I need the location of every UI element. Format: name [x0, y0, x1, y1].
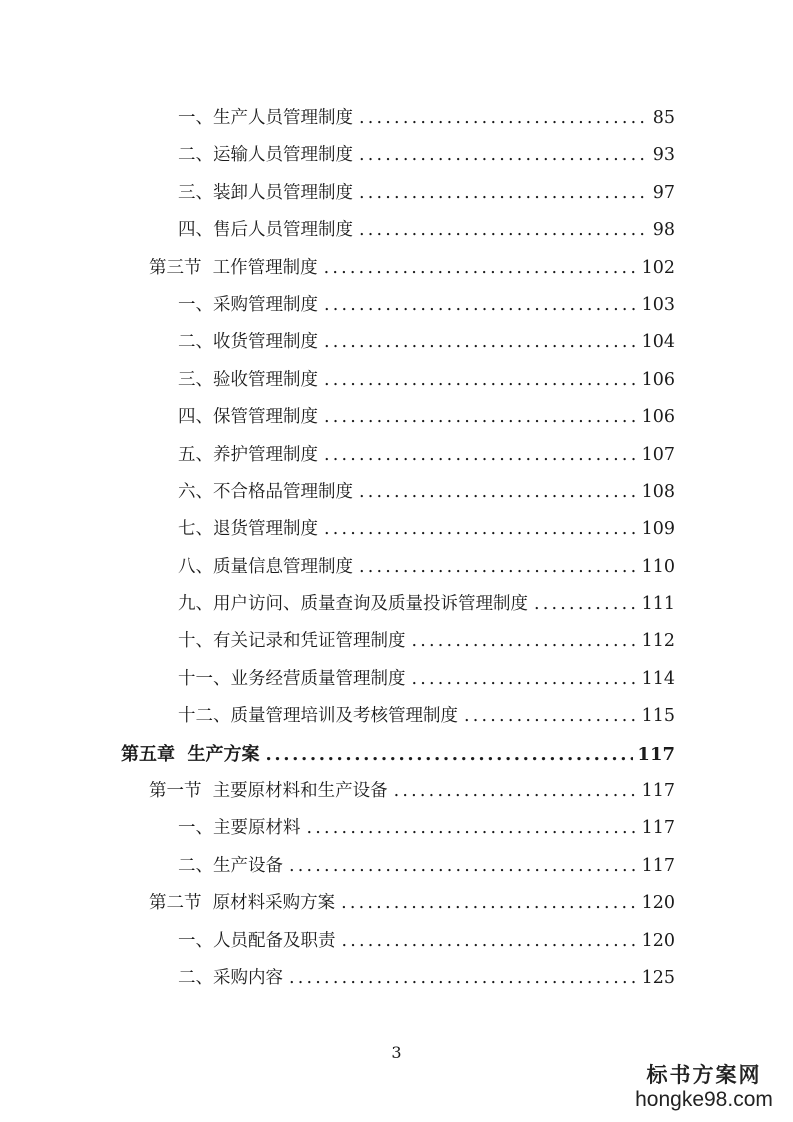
toc-entry-page: 111: [641, 594, 675, 615]
toc-entry-title: 二、运输人员管理制度: [178, 145, 353, 166]
toc-entry-page: 85: [652, 108, 675, 128]
toc-dot-leader: [412, 623, 638, 660]
toc-entry-page: 112: [641, 631, 675, 652]
toc-chapter-entry[interactable]: [121, 736, 675, 773]
toc-entry-title: 四、售后人员管理制度: [178, 220, 353, 241]
toc-item-entry[interactable]: [178, 212, 675, 249]
toc-item-entry[interactable]: [178, 362, 675, 399]
toc-section-entry[interactable]: [149, 250, 675, 287]
toc-entry-title: 第二节 原材料采购方案: [149, 893, 336, 914]
toc-dot-leader: [324, 287, 638, 324]
toc-entry-title: 第一节 主要原材料和生产设备: [149, 781, 388, 802]
toc-item-entry[interactable]: [178, 848, 675, 885]
toc-item-entry[interactable]: [178, 511, 675, 548]
toc-item-entry[interactable]: [178, 661, 675, 698]
watermark-title: 标书方案网: [646, 1062, 762, 1087]
toc-entry-page: 117: [641, 855, 675, 876]
toc-entry-title: 一、人员配备及职责: [178, 930, 336, 951]
watermark-logo: [629, 1062, 779, 1112]
toc-dot-leader: [342, 923, 638, 960]
toc-entry-title: 五、养护管理制度: [178, 444, 318, 465]
toc-entry-title: 七、退货管理制度: [178, 519, 318, 540]
toc-section-entry[interactable]: [149, 773, 675, 810]
toc-entry-title: 一、生产人员管理制度: [178, 108, 353, 128]
toc-dot-leader: [307, 810, 638, 847]
toc-entry-page: 106: [641, 407, 675, 428]
toc-dot-leader: [289, 848, 638, 885]
toc-dot-leader: [359, 549, 638, 586]
toc-dot-leader: [266, 736, 634, 773]
toc-dot-leader: [534, 586, 638, 623]
toc-entry-page: 120: [641, 893, 675, 914]
toc-entry-page: 107: [641, 444, 675, 465]
toc-dot-leader: [324, 250, 638, 287]
toc-entry-title: 三、验收管理制度: [178, 369, 318, 390]
toc-entry-page: 125: [641, 967, 675, 988]
toc-dot-leader: [359, 175, 649, 212]
toc-item-entry[interactable]: [178, 324, 675, 361]
toc-entry-page: 104: [641, 332, 675, 353]
toc-entry-title: 十一、业务经营质量管理制度: [178, 668, 406, 689]
toc-entry-page: 109: [641, 519, 675, 540]
page-number: 3: [391, 1043, 402, 1062]
toc-entry-page: 117: [641, 818, 675, 839]
toc-item-entry[interactable]: [178, 923, 675, 960]
toc-entry-page: 98: [652, 220, 675, 241]
toc-entry-page: 115: [641, 706, 675, 727]
toc-entry-page: 110: [641, 556, 675, 577]
toc-entry-page: 117: [641, 781, 675, 802]
watermark-url: hongke98.com: [635, 1088, 773, 1111]
toc-entry-page: 103: [641, 294, 675, 315]
toc-entry-title: 八、质量信息管理制度: [178, 556, 353, 577]
toc-dot-leader: [359, 137, 649, 174]
toc-item-entry[interactable]: [178, 586, 675, 623]
toc-dot-leader: [324, 362, 638, 399]
toc-entry-page: 102: [641, 257, 675, 278]
toc-dot-leader: [324, 324, 638, 361]
toc-item-entry[interactable]: [178, 623, 675, 660]
toc-entry-title: 第五章 生产方案: [121, 743, 260, 765]
toc-entry-title: 二、收货管理制度: [178, 332, 318, 353]
toc-dot-leader: [412, 661, 638, 698]
toc-dot-leader: [324, 511, 638, 548]
toc-item-entry[interactable]: [178, 175, 675, 212]
toc-entry-title: 一、主要原材料: [178, 818, 301, 839]
toc-item-entry[interactable]: [178, 698, 675, 735]
toc-entry-page: 93: [652, 145, 675, 166]
toc-entry-title: 二、采购内容: [178, 967, 283, 988]
toc-item-entry[interactable]: [178, 960, 675, 997]
toc-entry-page: 97: [652, 182, 675, 203]
toc-entry-title: 九、用户访问、质量查询及质量投诉管理制度: [178, 594, 528, 615]
toc-entry-title: 第三节 工作管理制度: [149, 257, 318, 278]
toc-dot-leader: [324, 437, 638, 474]
toc-item-entry[interactable]: [178, 137, 675, 174]
toc-entry-title: 十二、质量管理培训及考核管理制度: [178, 706, 458, 727]
table-of-contents: [0, 100, 793, 997]
toc-item-entry[interactable]: [178, 100, 675, 137]
toc-item-entry[interactable]: [178, 437, 675, 474]
toc-item-entry[interactable]: [178, 549, 675, 586]
toc-entry-title: 十、有关记录和凭证管理制度: [178, 631, 406, 652]
toc-section-entry[interactable]: [149, 885, 675, 922]
toc-entry-title: 二、生产设备: [178, 855, 283, 876]
toc-item-entry[interactable]: [178, 399, 675, 436]
toc-entry-title: 六、不合格品管理制度: [178, 481, 353, 502]
toc-dot-leader: [289, 960, 638, 997]
toc-entry-title: 四、保管管理制度: [178, 407, 318, 428]
toc-item-entry[interactable]: [178, 810, 675, 847]
toc-dot-leader: [341, 885, 637, 922]
toc-entry-title: 一、采购管理制度: [178, 294, 318, 315]
toc-dot-leader: [464, 698, 638, 735]
toc-entry-page: 106: [641, 369, 675, 390]
toc-dot-leader: [324, 399, 638, 436]
toc-dot-leader: [359, 100, 649, 137]
toc-dot-leader: [394, 773, 638, 810]
toc-dot-leader: [359, 474, 638, 511]
toc-entry-page: 114: [641, 668, 675, 689]
toc-item-entry[interactable]: [178, 287, 675, 324]
toc-entry-title: 三、装卸人员管理制度: [178, 182, 353, 203]
toc-entry-page: 120: [641, 930, 675, 951]
toc-dot-leader: [359, 212, 649, 249]
toc-item-entry[interactable]: [178, 474, 675, 511]
toc-entry-page: 108: [641, 481, 675, 502]
toc-entry-page: 117: [637, 743, 675, 765]
